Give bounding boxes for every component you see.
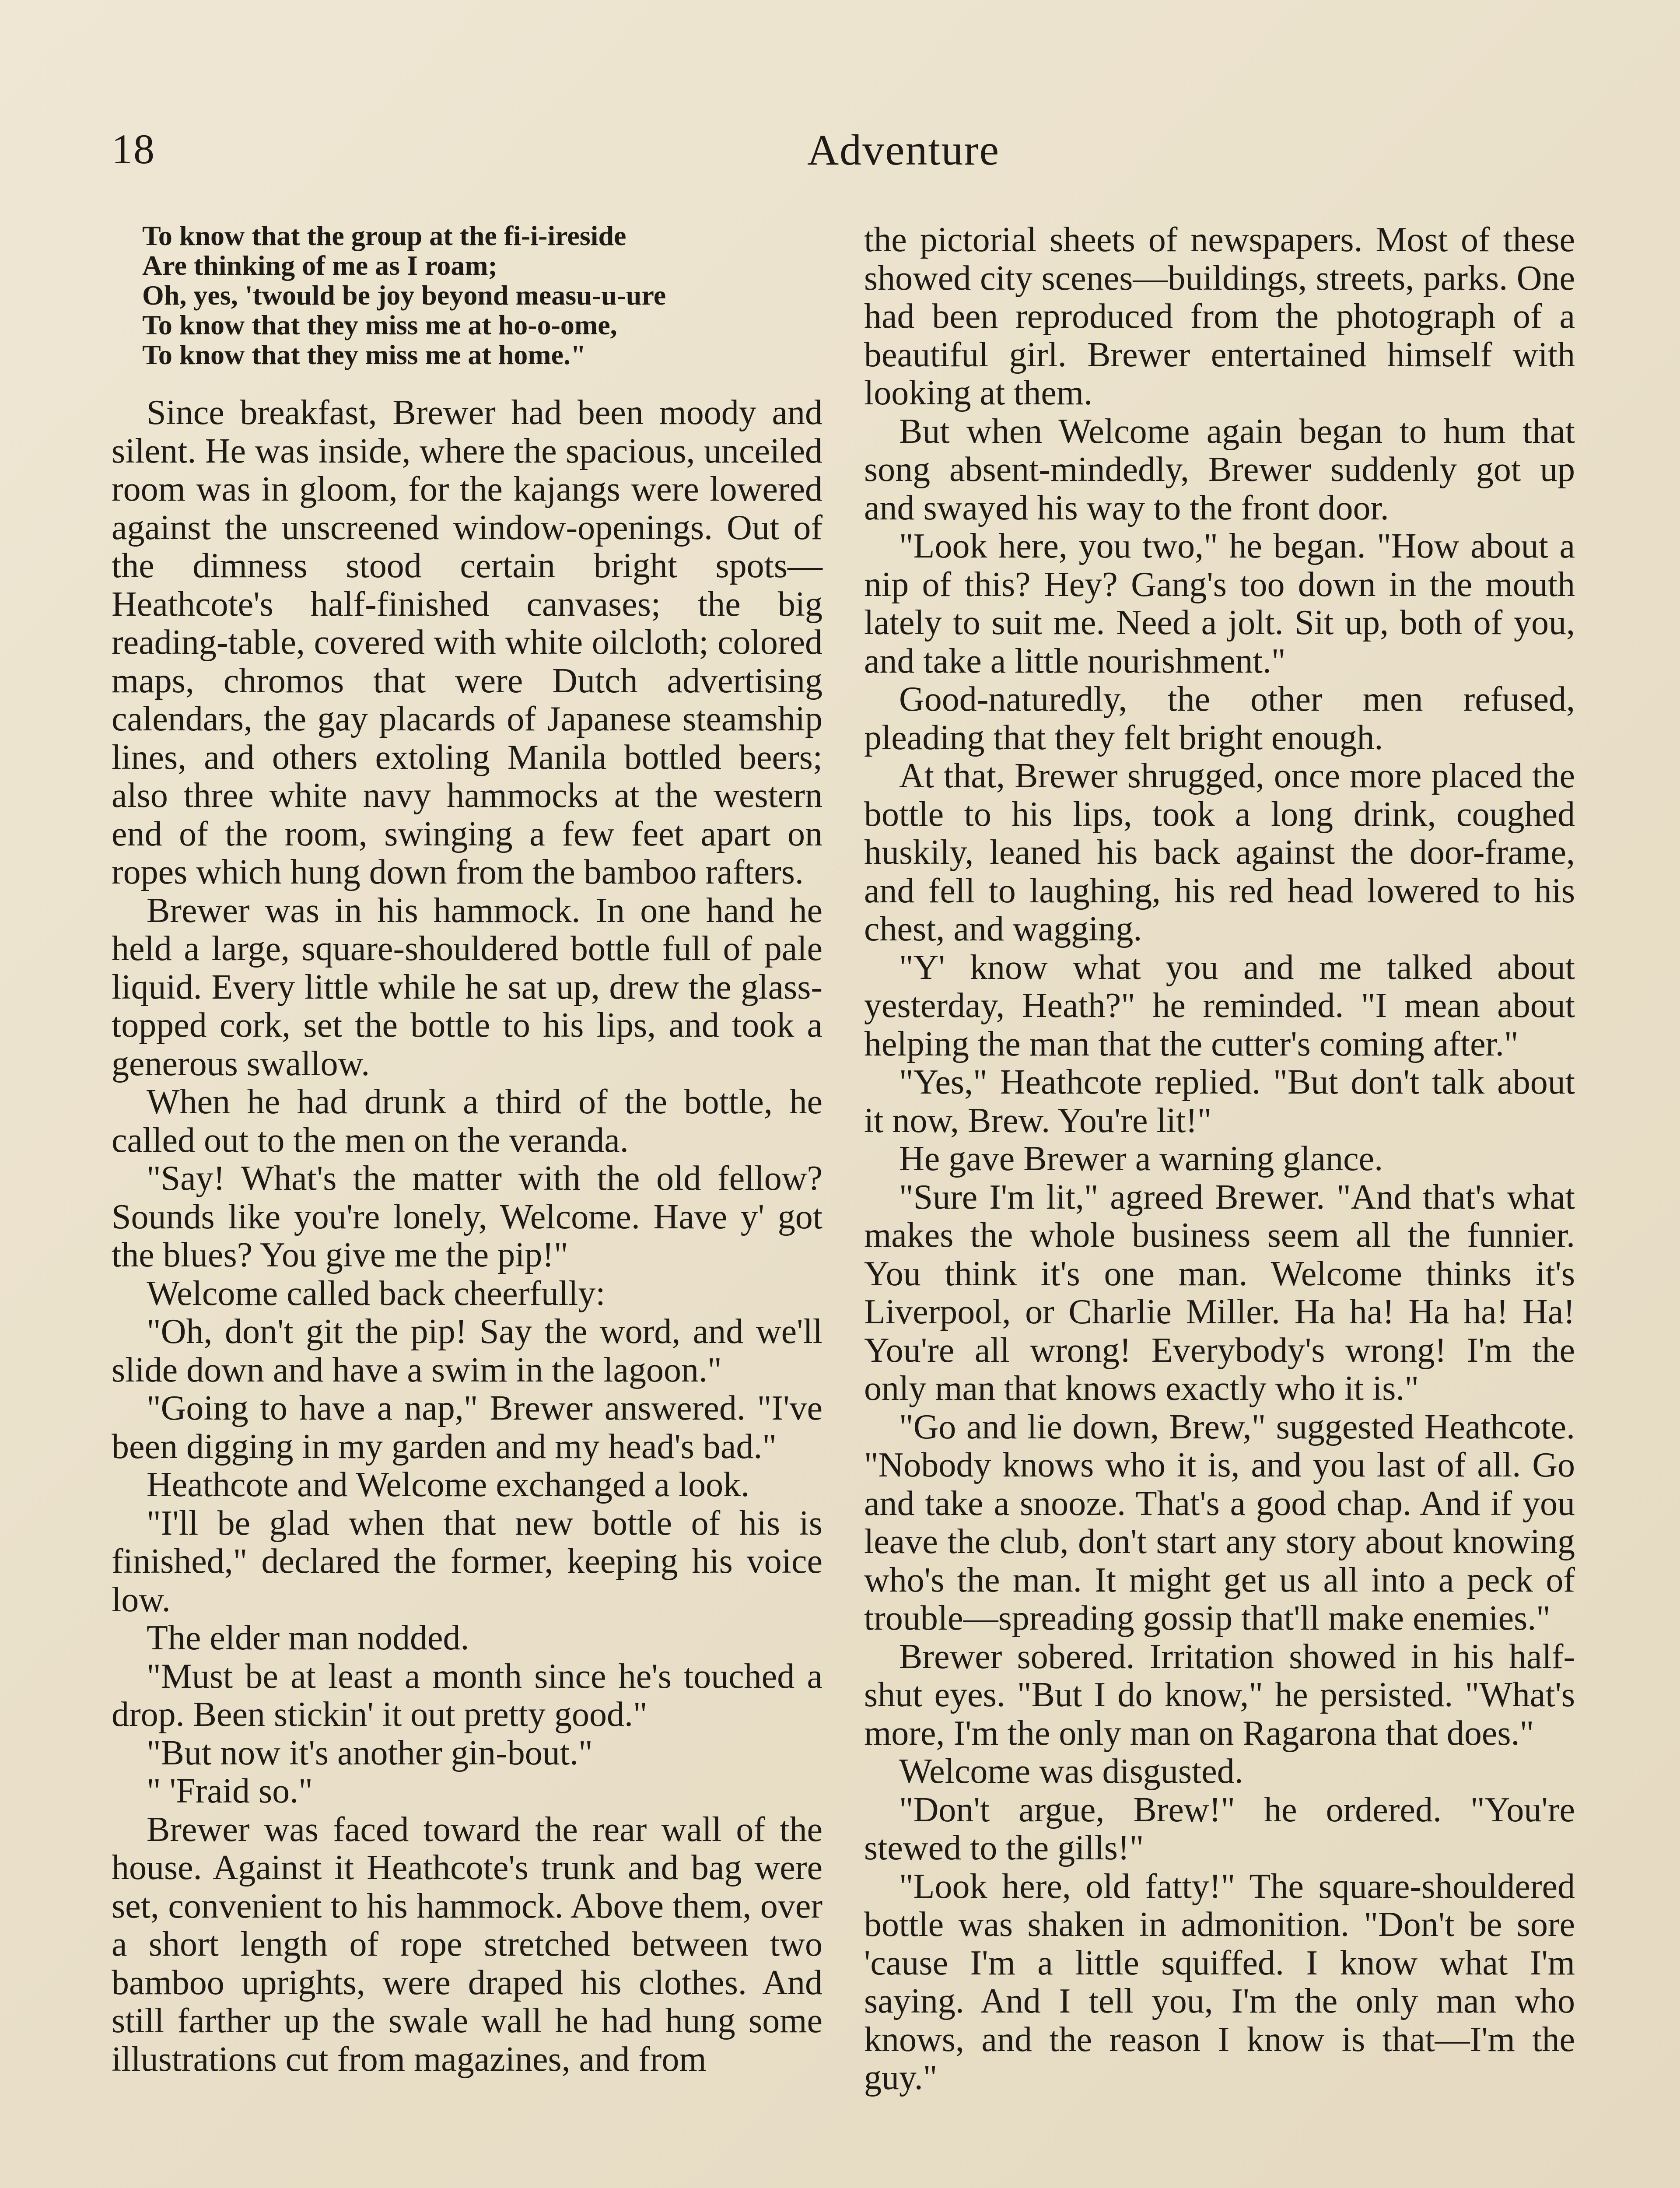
verse-line: Oh, yes, 'twould be joy beyond measu-u-ure: [142, 280, 666, 311]
paragraph: "Look here, you two," he began. "How about a nip of this? Hey? Gang's too down in the mouth lately to suit me. Need a jolt. Sit up, both of you, and take a little nourishment.": [864, 527, 1575, 680]
paragraph: The elder man nodded.: [147, 1619, 469, 1657]
paragraph: At that, Brewer shrugged, once more placed the bottle to his lips, took a long drink, coughed huskily, leaned his back against the door-frame, and fell to laughing, his red head lowered to his chest, and wagging.: [864, 757, 1575, 948]
running-title: Adventure: [807, 126, 1000, 174]
paragraph: Heathcote and Welcome exchanged a look.: [147, 1466, 750, 1504]
verse-line: To know that the group at the fi-i-ireside: [142, 220, 626, 251]
paragraph: He gave Brewer a warning glance.: [899, 1140, 1383, 1178]
paragraph: "Say! What's the matter with the old fellow? Sounds like you're lonely, Welcome. Have y' got the blues? You give me the pip!": [112, 1159, 822, 1274]
page-number: 18: [112, 126, 155, 172]
right-column: [864, 221, 1575, 2097]
paragraph: Brewer was in his hammock. In one hand he held a large, square-shouldered bottle full of pale liquid. Every little while he sat up, drew the glass-topped cork, set the bottle to his lips, and took a generous swallow.: [112, 891, 822, 1083]
paragraph: Brewer was faced toward the rear wall of the house. Against it Heathcote's trunk and bag were set, convenient to his hammock. Above them, over a short length of rope stretched between two bamboo uprights, were draped his clothes. And still farther up the swale wall he had hung some illustrations cut from magazines, and from: [112, 1810, 822, 2079]
paragraph: When he had drunk a third of the bottle, he called out to the men on the veranda.: [112, 1083, 822, 1160]
paragraph: "Yes," Heathcote replied. "But don't talk about it now, Brew. You're lit!": [864, 1063, 1575, 1140]
paragraph: "Must be at least a month since he's touched a drop. Been stickin' it out pretty good.": [112, 1657, 822, 1734]
paragraph: "Go and lie down, Brew," suggested Heathcote. "Nobody knows who it is, and you last of all. Go and take a snooze. That's a good chap. And if you leave the club, don't start any story about knowing who's the man. It might get us all into a peck of trouble—spreading gossip that'll make enemies.": [864, 1407, 1575, 1637]
paragraph: Welcome called back cheerfully:: [147, 1274, 606, 1313]
paragraph: "Look here, old fatty!" The square-shouldered bottle was shaken in admonition. "Don't be sore 'cause I'm a little squiffed. I know what I'm saying. And I tell you, I'm the only man who knows, and the reason I know is that—I'm the guy.": [864, 1867, 1575, 2097]
paragraph-continued: the pictorial sheets of newspapers. Most of these showed city scenes—buildings, streets, parks. One had been reproduced from the photograph of a beautiful girl. Brewer entertained himself with looking at them.: [864, 221, 1575, 412]
paragraph: "Sure I'm lit," agreed Brewer. "And that's what makes the whole business seem all the funnier. You think it's one man. Welcome thinks it's Liverpool, or Charlie Miller. Ha ha! Ha ha! Ha! You're all wrong! Everybody's wrong! I'm the only man that knows exactly who it is.": [864, 1178, 1575, 1408]
paragraph: "Don't argue, Brew!" he ordered. "You're stewed to the gills!": [864, 1790, 1575, 1867]
paragraph: " 'Fraid so.": [147, 1772, 313, 1810]
paragraph: "Y' know what you and me talked about yesterday, Heath?" he reminded. "I mean about helping the man that the cutter's coming after.": [864, 948, 1575, 1063]
verse-line: To know that they miss me at home.": [142, 339, 586, 370]
verse-line: Are thinking of me as I roam;: [142, 250, 497, 281]
paragraph: Since breakfast, Brewer had been moody and silent. He was inside, where the spacious, unceiled room was in gloom, for the kajangs were lowered against the unscreened window-openings. Out of the dimness stood certain bright spots—Heathcote's half-finished canvases; the big reading-table, covered with white oilcloth; colored maps, chromos that were Dutch advertising calendars, the gay placards of Japanese steamship lines, and others extoling Manila bottled beers; also three white navy hammocks at the western end of the room, swinging a few feet apart on ropes which hung down from the bamboo rafters.: [112, 393, 822, 891]
paragraph: But when Welcome again began to hum that song absent-mindedly, Brewer suddenly got up and swayed his way to the front door.: [864, 412, 1575, 527]
paragraph: Brewer sobered. Irritation showed in his half-shut eyes. "But I do know," he persisted. "What's more, I'm the only man on Ragarona that does.": [864, 1637, 1575, 1753]
paragraph: "I'll be glad when that new bottle of his is finished," declared the former, keeping his voice low.: [112, 1504, 822, 1619]
verse-line: To know that they miss me at ho-o-ome,: [142, 309, 617, 340]
paragraph: "Oh, don't git the pip! Say the word, and we'll slide down and have a swim in the lagoon.": [112, 1312, 822, 1389]
page-header: [112, 116, 1566, 182]
paragraph: Welcome was disgusted.: [899, 1752, 1243, 1791]
paragraph: Good-naturedly, the other men refused, pleading that they felt bright enough.: [864, 680, 1575, 757]
song-verse: [142, 221, 822, 370]
left-column: [112, 221, 822, 2079]
paragraph: "But now it's another gin-bout.": [147, 1733, 593, 1772]
paragraph: "Going to have a nap," Brewer answered. "I've been digging in my garden and my head's bad.": [112, 1389, 822, 1466]
